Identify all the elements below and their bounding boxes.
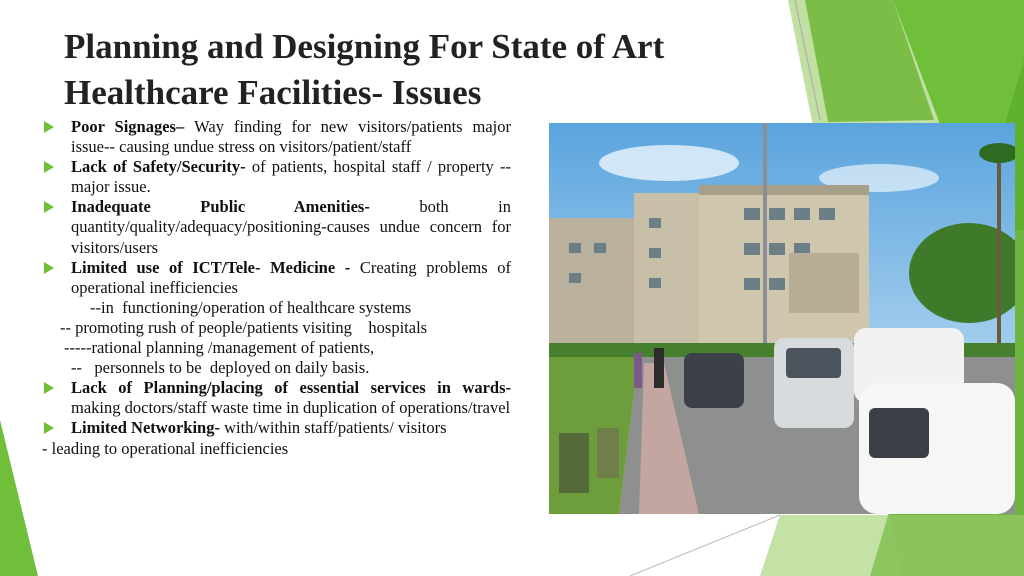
bullet-item-public-amenities bbox=[44, 197, 511, 257]
triangle-bullet-icon bbox=[44, 422, 54, 434]
bullet-item-poor-signages bbox=[44, 117, 511, 157]
bullet-item-planning-wards bbox=[44, 378, 511, 418]
bullet-heading: Limited Networking- bbox=[71, 418, 220, 438]
footer-line: - leading to operational inefficiencies bbox=[42, 438, 289, 458]
bullet-list bbox=[44, 117, 511, 459]
bullet-text: Creating problems of operational inefficiencies bbox=[71, 257, 511, 297]
bullet-text: with/within staff/patients/ visitors bbox=[219, 418, 447, 438]
triangle-bullet-icon bbox=[44, 382, 54, 394]
bullet-item-networking bbox=[44, 418, 511, 438]
bullet-dash: – bbox=[175, 117, 195, 136]
bullet-text: of patients, hospital staff / property -- major issue. bbox=[71, 157, 511, 197]
bullet-text: making doctors/staff waste time in duplication of operations/travel bbox=[71, 398, 511, 418]
slide-title bbox=[64, 24, 784, 116]
bullet-heading: Poor Signages bbox=[71, 117, 176, 136]
title-line-1: Planning and Designing For State of Art bbox=[64, 27, 665, 66]
sub-line-3: -----rational planning /management of patients, bbox=[64, 338, 375, 358]
bullet-heading: Limited use of ICT/Tele- Medicine - bbox=[71, 257, 351, 277]
bullet-heading: Inadequate Public Amenities- bbox=[71, 197, 370, 217]
hospital-building-photo bbox=[549, 123, 1015, 514]
bullet-text: both in quantity/quality/adequacy/positioning-causes undue concern for visitors/users bbox=[71, 197, 511, 257]
triangle-bullet-icon bbox=[44, 121, 54, 133]
triangle-bullet-icon bbox=[44, 262, 54, 274]
bullet-text: Way finding for new visitors/patients major issue-- causing undue stress on visitors/patient/staff bbox=[71, 117, 511, 157]
triangle-bullet-icon bbox=[44, 201, 54, 213]
sub-line-4: -- personnels to be deployed on daily basis. bbox=[71, 358, 370, 378]
title-line-2: Healthcare Facilities- Issues bbox=[64, 73, 482, 112]
bullet-heading: Lack of Planning/placing of essential services in wards- bbox=[71, 378, 511, 398]
bullet-item-safety-security bbox=[44, 157, 511, 197]
sub-line-2: -- promoting rush of people/patients visiting hospitals bbox=[60, 317, 428, 337]
sub-line-1: --in functioning/operation of healthcare systems bbox=[90, 297, 412, 317]
triangle-bullet-icon bbox=[44, 161, 54, 173]
bullet-item-ict-telemedicine bbox=[44, 258, 511, 298]
bullet-heading: Lack of Safety/Security- bbox=[71, 157, 246, 177]
